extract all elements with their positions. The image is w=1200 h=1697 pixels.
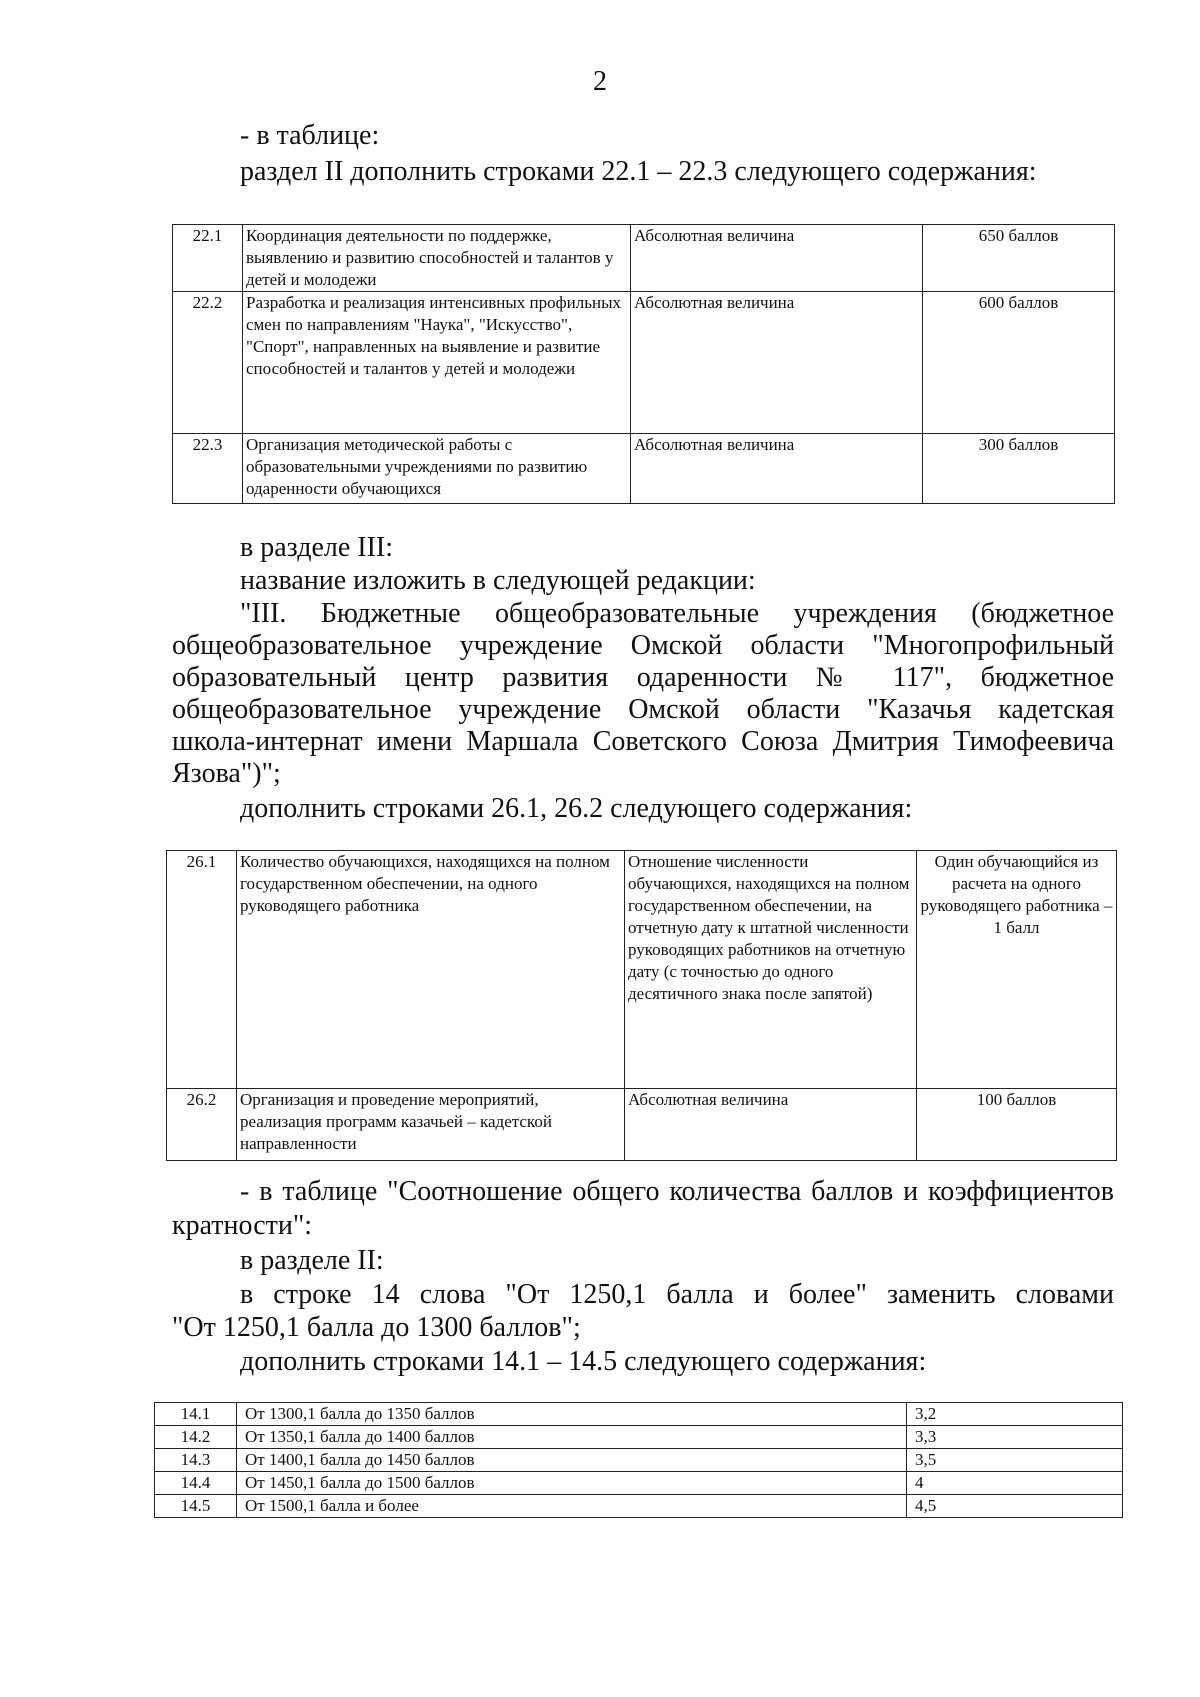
table-row <box>155 1403 1123 1426</box>
table-row <box>155 1495 1123 1518</box>
row-number: 14.2 <box>155 1426 237 1449</box>
ratio-line-1: - в таблице "Соотношение общего количества баллов и коэффициентов <box>240 1176 1114 1207</box>
quote-line: школа-интернат имени Маршала Советского Союза Дмитрия Тимофеевича <box>172 726 1114 757</box>
section-3-add-rows: дополнить строками 26.1, 26.2 следующего содержания: <box>240 793 913 824</box>
quote-line-last: Язова")"; <box>172 758 281 789</box>
row-number: 14.4 <box>155 1472 237 1495</box>
calc-method: Абсолютная величина <box>631 292 923 434</box>
calc-method: Абсолютная величина <box>631 434 923 504</box>
score-range: От 1400,1 балла до 1450 баллов <box>237 1449 907 1472</box>
replace-line-1: в строке 14 слова "От 1250,1 балла и более" заменить словами <box>240 1279 1114 1310</box>
ratio-section-2: в разделе II: <box>240 1245 384 1276</box>
criterion-name: Организация методической работы с образовательными учреждениями по развитию одаренности обучающихся <box>243 434 631 504</box>
coefficient: 4,5 <box>907 1495 1123 1518</box>
table-row <box>155 1472 1123 1495</box>
calc-method: Абсолютная величина <box>625 1089 917 1161</box>
quote-line: образовательный центр развития одаренности № 117", бюджетное <box>172 662 1114 693</box>
score-range: От 1300,1 балла до 1350 баллов <box>237 1403 907 1426</box>
criterion-name: Координация деятельности по поддержке, выявлению и развитию способностей и талантов у детей и молодежи <box>243 225 631 292</box>
score-value: 600 баллов <box>923 292 1115 434</box>
section-3-heading: в разделе III: <box>240 532 394 563</box>
ratio-add-rows: дополнить строками 14.1 – 14.5 следующего содержания: <box>240 1346 927 1377</box>
row-number: 14.3 <box>155 1449 237 1472</box>
table-row <box>167 851 1117 1089</box>
intro-line-2: раздел II дополнить строками 22.1 – 22.3 следующего содержания: <box>240 156 1037 187</box>
page-number: 2 <box>593 66 607 97</box>
table-row <box>173 292 1115 434</box>
coefficient: 4 <box>907 1472 1123 1495</box>
row-number: 22.1 <box>173 225 243 292</box>
score-range: От 1450,1 балла до 1500 баллов <box>237 1472 907 1495</box>
coefficient: 3,5 <box>907 1449 1123 1472</box>
intro-line-1: - в таблице: <box>240 120 380 151</box>
section-3-new-title <box>172 598 1114 790</box>
table-row <box>155 1449 1123 1472</box>
coefficient: 3,2 <box>907 1403 1123 1426</box>
quote-line: "III. Бюджетные общеобразовательные учреждения (бюджетное <box>240 598 1114 629</box>
table-row <box>173 225 1115 292</box>
quote-line: общеобразовательное учреждение Омской области "Многопрофильный <box>172 630 1114 661</box>
row-number: 22.3 <box>173 434 243 504</box>
replace-line-2: "От 1250,1 балла до 1300 баллов"; <box>172 1312 581 1343</box>
row-number: 14.1 <box>155 1403 237 1426</box>
coefficient: 3,3 <box>907 1426 1123 1449</box>
criterion-name: Организация и проведение мероприятий, реализация программ казачьей – кадетской направленности <box>237 1089 625 1161</box>
criterion-name: Количество обучающихся, находящихся на полном государственном обеспечении, на одного руководящего работника <box>237 851 625 1089</box>
table-row <box>155 1426 1123 1449</box>
ratio-line-2: кратности": <box>172 1210 313 1241</box>
row-number: 14.5 <box>155 1495 237 1518</box>
calc-method: Отношение численности обучающихся, находящихся на полном государственном обеспечении, на отчетную дату к штатной численности руководящих работников на отчетную дату (с точностью до одного десятичного знака после запятой) <box>625 851 917 1089</box>
score-value: Один обучающийся из расчета на одного руководящего работника – 1 балл <box>917 851 1117 1089</box>
row-number: 22.2 <box>173 292 243 434</box>
table-section-3-rows <box>166 850 1117 1161</box>
table-row <box>173 434 1115 504</box>
row-number: 26.2 <box>167 1089 237 1161</box>
score-value: 650 баллов <box>923 225 1115 292</box>
section-3-instruction: название изложить в следующей редакции: <box>240 565 756 596</box>
row-number: 26.1 <box>167 851 237 1089</box>
score-value: 100 баллов <box>917 1089 1117 1161</box>
table-row <box>167 1089 1117 1161</box>
criterion-name: Разработка и реализация интенсивных профильных смен по направлениям "Наука", "Искусство", "Спорт", направленных на выявление и развитие способностей и талантов у детей и молодежи <box>243 292 631 434</box>
quote-line: общеобразовательное учреждение Омской области "Казачья кадетская <box>172 694 1114 725</box>
table-coefficients <box>154 1402 1123 1518</box>
calc-method: Абсолютная величина <box>631 225 923 292</box>
score-range: От 1500,1 балла и более <box>237 1495 907 1518</box>
score-value: 300 баллов <box>923 434 1115 504</box>
table-section-2-rows <box>172 224 1115 504</box>
score-range: От 1350,1 балла до 1400 баллов <box>237 1426 907 1449</box>
